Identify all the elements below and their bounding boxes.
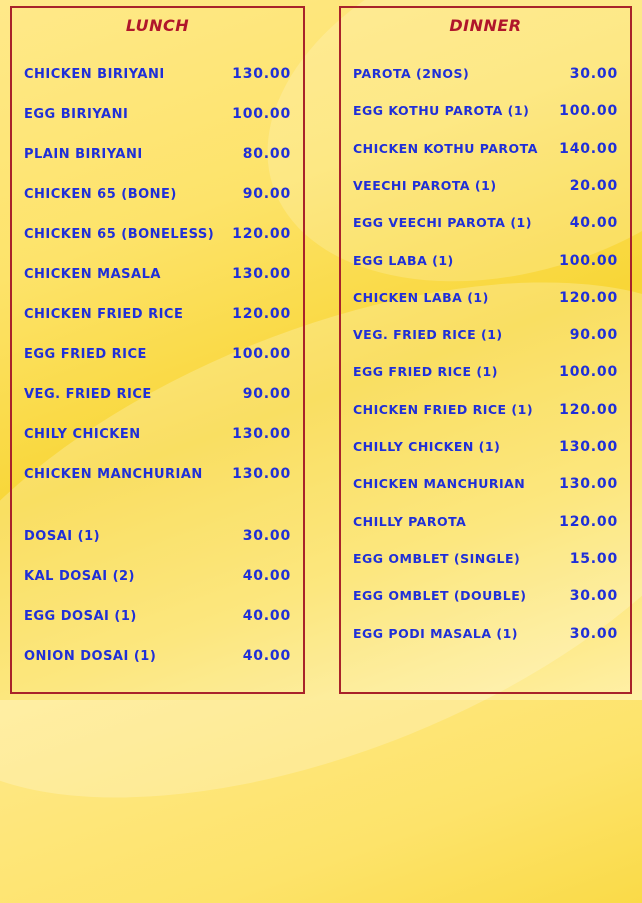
menu-item-row xyxy=(353,178,618,194)
menu-item-price: 130.00 xyxy=(232,426,291,442)
menu-item-name: EGG OMBLET (SINGLE) xyxy=(353,551,521,566)
menu-item-name: DOSAI (1) xyxy=(24,529,101,544)
menu-item-name: ONION DOSAI (1) xyxy=(24,649,157,664)
menu-item-price: 130.00 xyxy=(232,266,291,282)
menu-item-price: 80.00 xyxy=(242,146,291,162)
menu-item-name: CHICKEN 65 (BONELESS) xyxy=(24,227,215,242)
menu-item-row xyxy=(353,141,618,157)
menu-item-name: VEG. FRIED RICE (1) xyxy=(353,327,503,342)
menu-item-row xyxy=(24,106,291,122)
menu-item-row xyxy=(24,568,291,584)
menu-item-name: EGG FRIED RICE xyxy=(24,347,147,362)
menu-item-name: EGG DOSAI (1) xyxy=(24,609,137,624)
menu-item-price: 120.00 xyxy=(559,290,618,306)
menu-item-name: PLAIN BIRIYANI xyxy=(24,147,143,162)
menu-item-price: 130.00 xyxy=(559,439,618,455)
menu-item-name: CHILLY PAROTA xyxy=(353,514,467,529)
menu-item-name: CHICKEN BIRIYANI xyxy=(24,67,165,82)
menu-item-name: EGG BIRIYANI xyxy=(24,107,129,122)
menu-item-row xyxy=(353,439,618,455)
menu-item-price: 120.00 xyxy=(232,226,291,242)
menu-item-row xyxy=(353,626,618,642)
menu-item-price: 20.00 xyxy=(569,178,618,194)
menu-item-name: CHILLY CHICKEN (1) xyxy=(353,439,501,454)
menu-item-row xyxy=(24,466,291,482)
menu-item-row xyxy=(353,327,618,343)
menu-item-row xyxy=(353,103,618,119)
menu-item-price: 15.00 xyxy=(569,551,618,567)
menu-item-price: 130.00 xyxy=(232,466,291,482)
menu-item-price: 100.00 xyxy=(559,364,618,380)
menu-item-name: CHICKEN 65 (BONE) xyxy=(24,187,177,202)
lunch-title: LUNCH xyxy=(125,16,190,35)
menu-item-price: 130.00 xyxy=(559,476,618,492)
menu-item-price: 90.00 xyxy=(242,186,291,202)
menu-item-price: 30.00 xyxy=(569,626,618,642)
menu-item-name: EGG OMBLET (DOUBLE) xyxy=(353,588,527,603)
menu-item-row xyxy=(353,253,618,269)
menu-item-price: 130.00 xyxy=(232,66,291,82)
menu-item-name: KAL DOSAI (2) xyxy=(24,569,136,584)
menu-item-price: 120.00 xyxy=(232,306,291,322)
menu-item-price: 100.00 xyxy=(232,346,291,362)
menu-item-row xyxy=(24,648,291,664)
menu-item-price: 90.00 xyxy=(569,327,618,343)
menu-item-name: EGG VEECHI PAROTA (1) xyxy=(353,215,532,230)
menu-item-price: 40.00 xyxy=(569,215,618,231)
menu-item-name: CHILY CHICKEN xyxy=(24,427,141,442)
menu-item-name: EGG LABA (1) xyxy=(353,253,454,268)
menu-item-row xyxy=(24,346,291,362)
menu-item-price: 140.00 xyxy=(559,141,618,157)
menu-item-row xyxy=(24,528,291,544)
menu-item-price: 40.00 xyxy=(242,608,291,624)
menu-item-row xyxy=(24,146,291,162)
menu-item-row xyxy=(24,66,291,82)
dinner-title: DINNER xyxy=(449,16,522,35)
menu-item-price: 100.00 xyxy=(232,106,291,122)
lunch-menu-panel xyxy=(10,6,305,694)
menu-item-row xyxy=(24,306,291,322)
menu-item-price: 100.00 xyxy=(559,253,618,269)
menu-item-price: 30.00 xyxy=(569,66,618,82)
menu-item-price: 100.00 xyxy=(559,103,618,119)
menu-item-price: 40.00 xyxy=(242,648,291,664)
menu-item-name: VEG. FRIED RICE xyxy=(24,387,152,402)
menu-item-row xyxy=(353,514,618,530)
menu-item-row xyxy=(353,402,618,418)
menu-item-name: EGG PODI MASALA (1) xyxy=(353,626,518,641)
menu-item-row xyxy=(353,364,618,380)
menu-item-name: CHICKEN LABA (1) xyxy=(353,290,489,305)
menu-item-row xyxy=(353,551,618,567)
menu-item-row xyxy=(24,186,291,202)
menu-item-price: 30.00 xyxy=(569,588,618,604)
menu-item-price: 30.00 xyxy=(242,528,291,544)
menu-item-row xyxy=(24,266,291,282)
menu-item-name: VEECHI PAROTA (1) xyxy=(353,178,497,193)
menu-item-price: 40.00 xyxy=(242,568,291,584)
menu-item-row xyxy=(353,215,618,231)
menu-item-name: CHICKEN FRIED RICE xyxy=(24,307,184,322)
menu-item-name: EGG FRIED RICE (1) xyxy=(353,364,498,379)
menu-item-row xyxy=(24,226,291,242)
menu-item-row xyxy=(353,66,618,82)
menu-item-price: 120.00 xyxy=(559,402,618,418)
menu-item-row xyxy=(353,588,618,604)
menu-item-name: CHICKEN KOTHU PAROTA xyxy=(353,141,538,156)
dinner-menu-panel xyxy=(339,6,632,694)
menu-item-row xyxy=(24,608,291,624)
menu-item-name: CHICKEN MANCHURIAN xyxy=(24,467,203,482)
menu-item-row xyxy=(353,290,618,306)
menu-item-name: PAROTA (2NOS) xyxy=(353,66,470,81)
menu-item-name: CHICKEN MASALA xyxy=(24,267,161,282)
menu-item-row xyxy=(24,426,291,442)
menu-item-row xyxy=(353,476,618,492)
menu-item-price: 120.00 xyxy=(559,514,618,530)
menu-item-price: 90.00 xyxy=(242,386,291,402)
menu-item-name: CHICKEN FRIED RICE (1) xyxy=(353,402,534,417)
menu-item-row xyxy=(24,386,291,402)
menu-item-name: EGG KOTHU PAROTA (1) xyxy=(353,103,530,118)
menu-item-name: CHICKEN MANCHURIAN xyxy=(353,476,526,491)
